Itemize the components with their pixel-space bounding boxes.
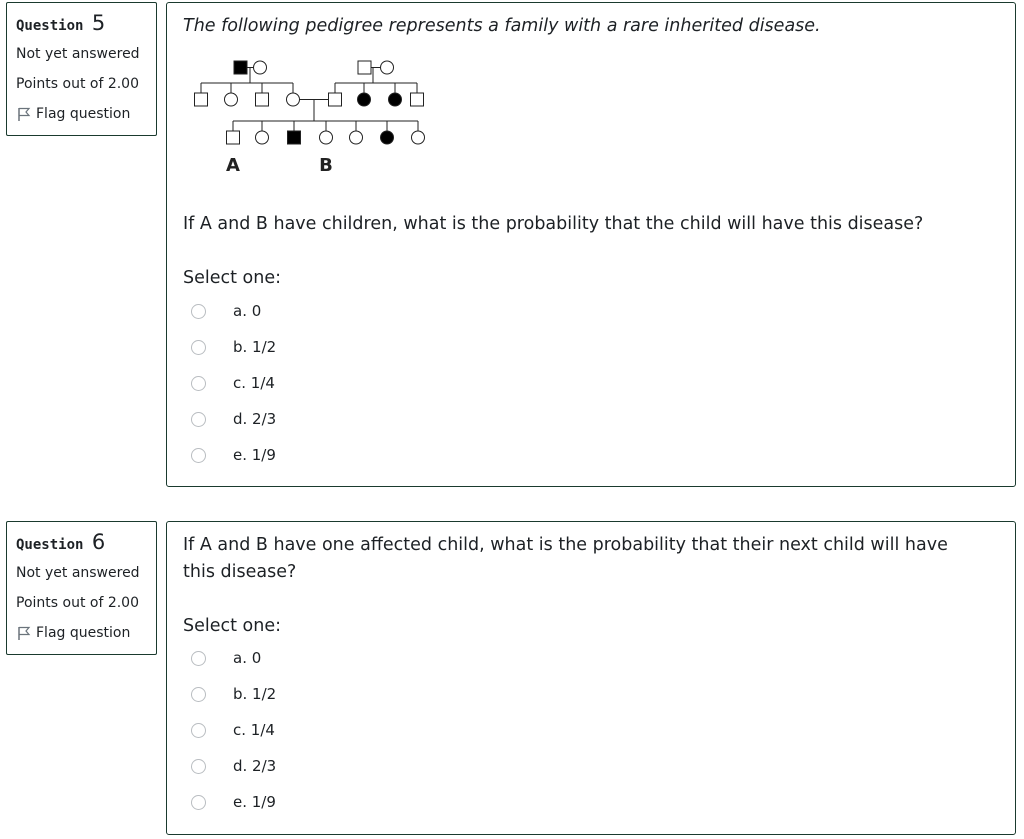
- option-c-radio[interactable]: [191, 376, 206, 391]
- question-number: 5: [91, 11, 106, 35]
- select-one-prompt: Select one:: [183, 268, 282, 288]
- pedigree-gen3-female-2: [350, 131, 363, 144]
- option-e[interactable]: [191, 792, 276, 812]
- flag-icon: [16, 106, 32, 122]
- pedigree-gen3-male-a: [227, 131, 240, 144]
- question-points: Points out of 2.00: [16, 595, 139, 611]
- option-b[interactable]: [191, 684, 276, 704]
- question-text: If A and B have children, what is the probability that the child will have this disease?: [183, 214, 924, 234]
- pedigree-gen2-male-2: [256, 93, 269, 106]
- option-d-radio[interactable]: [191, 759, 206, 774]
- option-b[interactable]: [191, 337, 276, 357]
- option-c-label[interactable]: c. 1/4: [233, 721, 275, 739]
- question-number: 6: [91, 530, 106, 554]
- option-a-label[interactable]: a. 0: [233, 649, 262, 667]
- pedigree-gen3-male-affected: [288, 131, 301, 144]
- pedigree-gen3-female-3: [412, 131, 425, 144]
- pedigree-gen2-female-affected-1: [358, 93, 371, 106]
- option-d-label[interactable]: d. 2/3: [233, 757, 277, 775]
- question-text-line-1: If A and B have one affected child, what is the probability that their next child will have: [183, 535, 948, 555]
- pedigree-gen1-female-2: [381, 61, 394, 74]
- pedigree-gen1-male-affected: [234, 61, 247, 74]
- question-6-heading: [16, 530, 148, 554]
- pedigree-gen2-male-3: [329, 93, 342, 106]
- pedigree-gen2-male-1: [195, 93, 208, 106]
- pedigree-gen3-female-b: [320, 131, 333, 144]
- pedigree-gen2-female-2: [287, 93, 300, 106]
- option-b-radio[interactable]: [191, 687, 206, 702]
- flag-question-label: Flag question: [36, 106, 131, 122]
- option-b-label[interactable]: b. 1/2: [233, 685, 277, 703]
- question-status: Not yet answered: [16, 565, 140, 581]
- pedigree-gen2-male-4: [411, 93, 424, 106]
- flag-question-link[interactable]: [16, 618, 148, 648]
- option-e-label[interactable]: e. 1/9: [233, 446, 276, 464]
- question-5-content: [166, 2, 1016, 487]
- option-e-radio[interactable]: [191, 448, 206, 463]
- option-a-radio[interactable]: [191, 651, 206, 666]
- question-text-line-2: this disease?: [183, 562, 297, 582]
- flag-icon: [16, 625, 32, 641]
- question-points: Points out of 2.00: [16, 76, 139, 92]
- pedigree-gen2-female-1: [225, 93, 238, 106]
- option-b-radio[interactable]: [191, 340, 206, 355]
- option-d[interactable]: [191, 756, 276, 776]
- question-6-content: [166, 521, 1016, 835]
- option-a-label[interactable]: a. 0: [233, 302, 262, 320]
- option-e-label[interactable]: e. 1/9: [233, 793, 276, 811]
- flag-question-label: Flag question: [36, 625, 131, 641]
- select-one-prompt: Select one:: [183, 616, 282, 636]
- option-e-radio[interactable]: [191, 795, 206, 810]
- question-intro-text: The following pedigree represents a family with a rare inherited disease.: [183, 16, 821, 36]
- option-a[interactable]: [191, 648, 261, 668]
- option-a-radio[interactable]: [191, 304, 206, 319]
- option-d-label[interactable]: d. 2/3: [233, 410, 277, 428]
- question-label: Question: [16, 18, 84, 34]
- question-5-info: [6, 2, 157, 136]
- pedigree-gen3-female-affected: [381, 131, 394, 144]
- option-b-label[interactable]: b. 1/2: [233, 338, 277, 356]
- pedigree-gen2-female-affected-2: [389, 93, 402, 106]
- option-e[interactable]: [191, 445, 276, 465]
- pedigree-label-a: A: [226, 155, 240, 176]
- option-d[interactable]: [191, 409, 276, 429]
- option-a[interactable]: [191, 301, 261, 321]
- question-6-info: [6, 521, 157, 655]
- option-c[interactable]: [191, 373, 275, 393]
- question-5-heading: [16, 11, 148, 35]
- option-c-label[interactable]: c. 1/4: [233, 374, 275, 392]
- pedigree-label-b: B: [319, 155, 333, 176]
- pedigree-gen1-male: [358, 61, 371, 74]
- pedigree-gen1-female: [254, 61, 267, 74]
- flag-question-link[interactable]: [16, 99, 148, 129]
- question-label: Question: [16, 537, 84, 553]
- option-d-radio[interactable]: [191, 412, 206, 427]
- option-c[interactable]: [191, 720, 275, 740]
- question-status: Not yet answered: [16, 46, 140, 62]
- pedigree-diagram: [191, 53, 451, 183]
- pedigree-gen3-female-1: [256, 131, 269, 144]
- option-c-radio[interactable]: [191, 723, 206, 738]
